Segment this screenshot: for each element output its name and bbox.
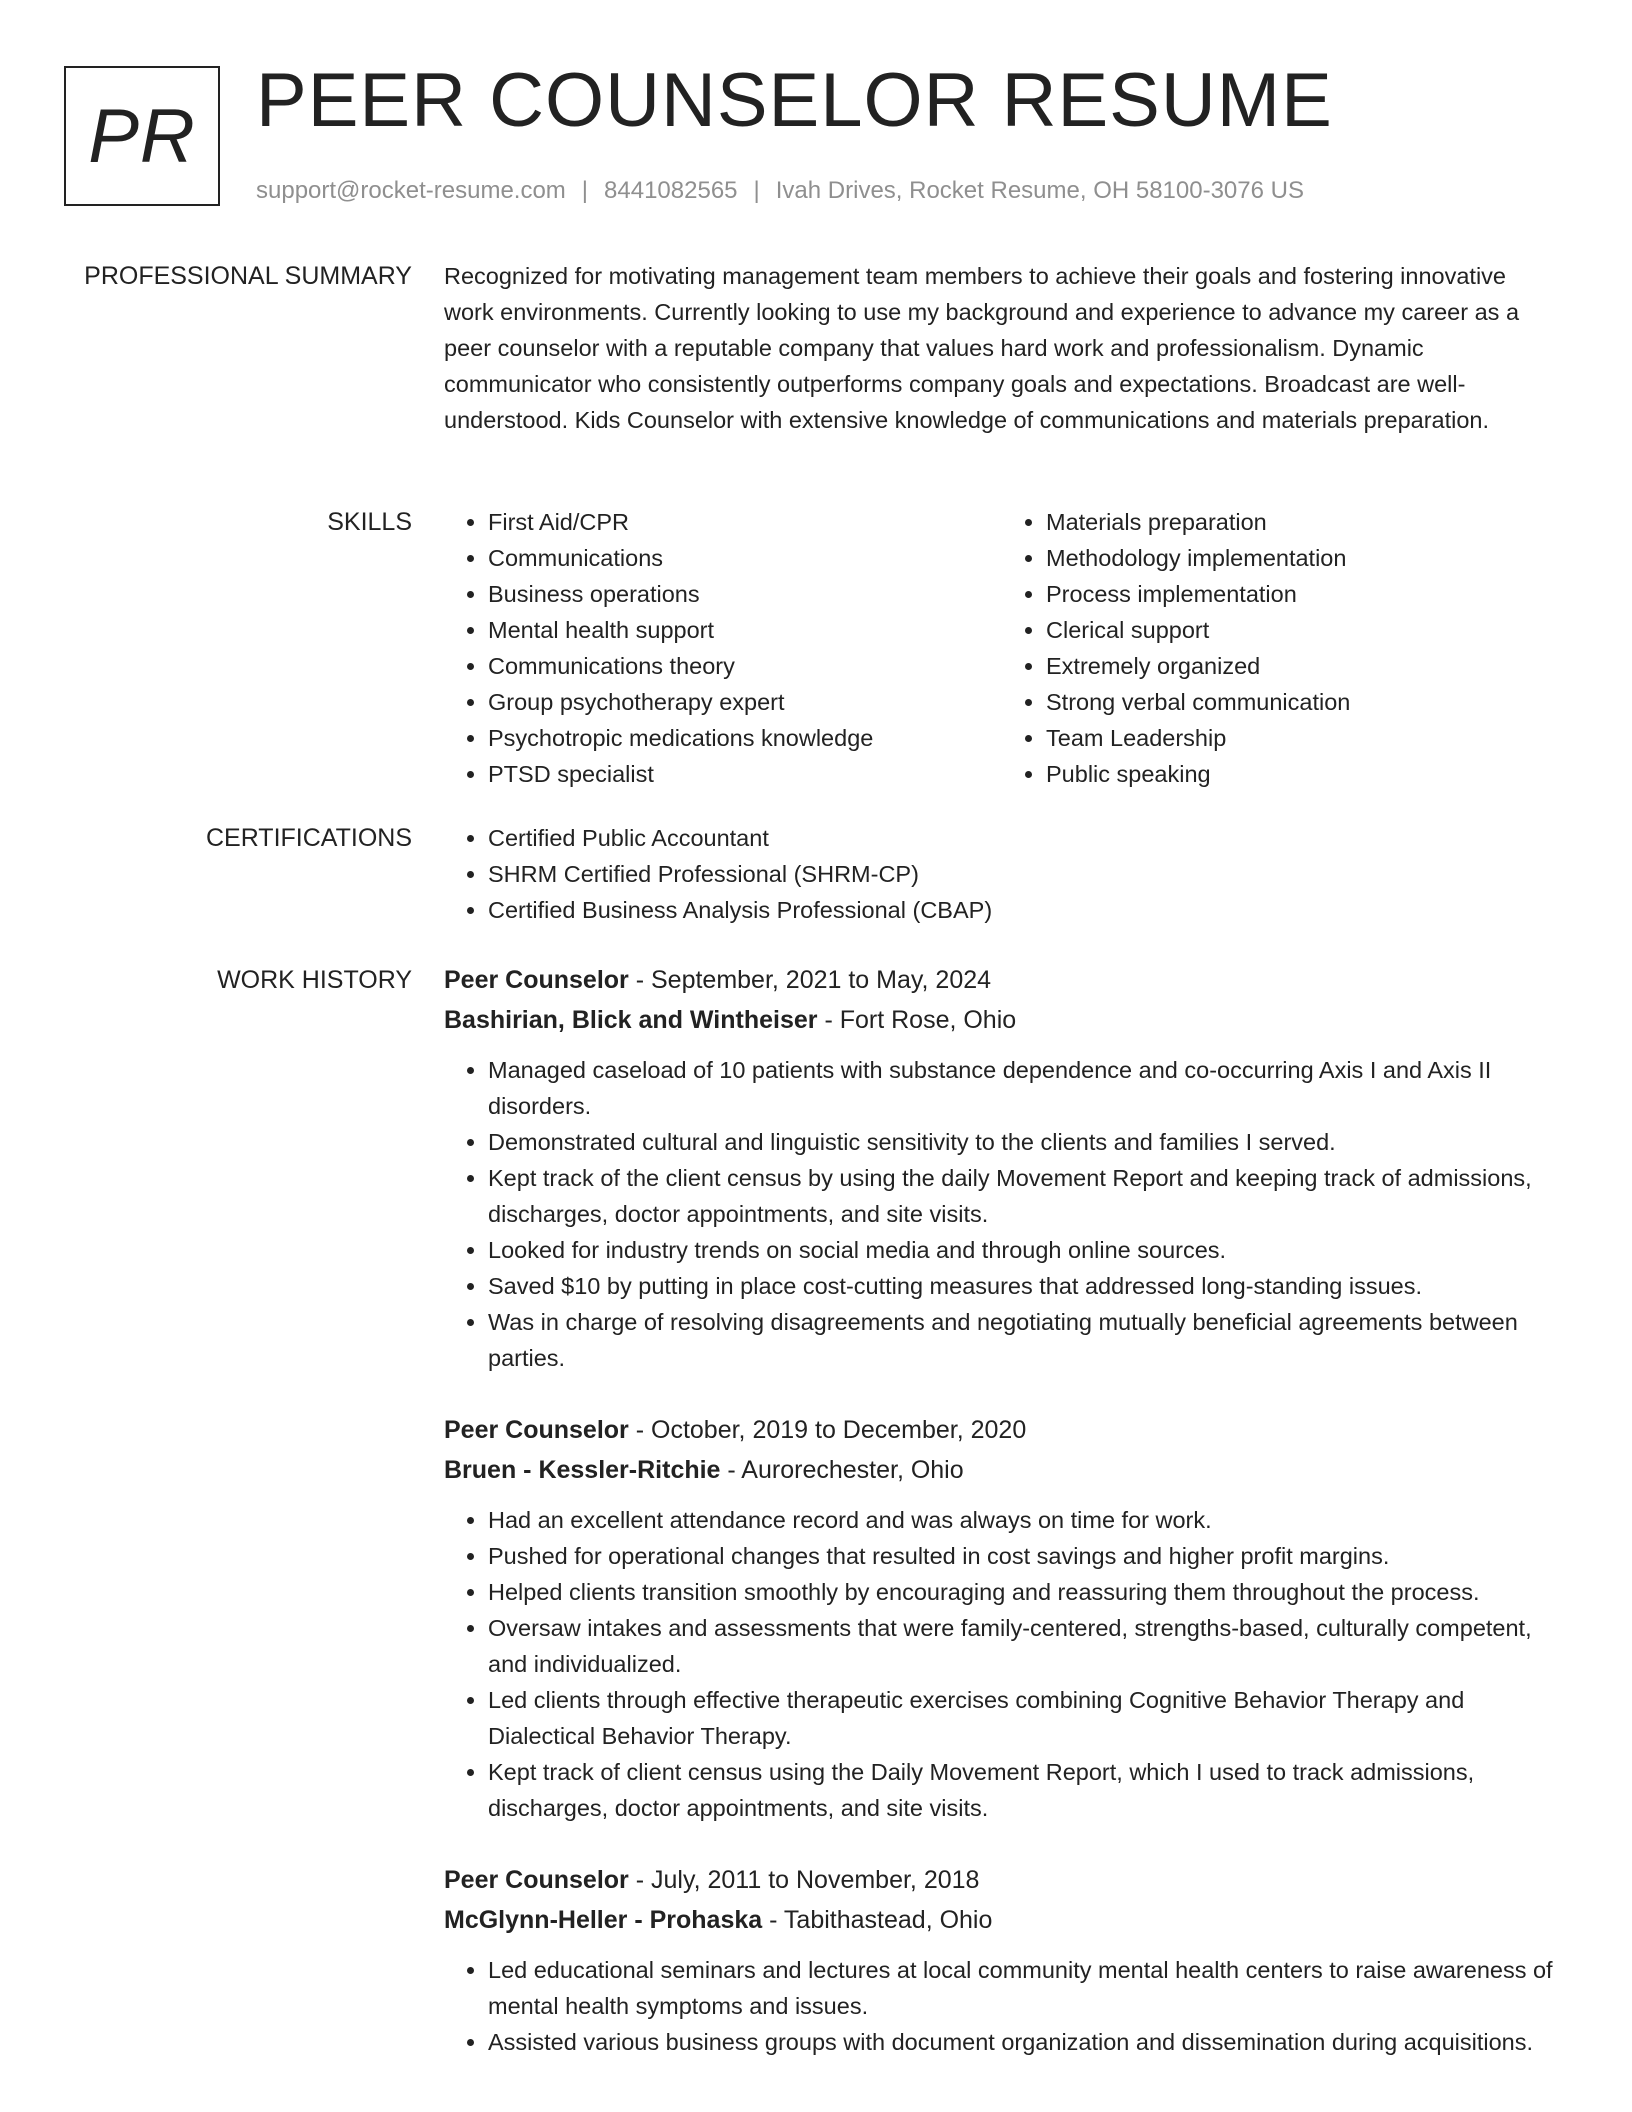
section-heading-work-history: WORK HISTORY [217, 966, 412, 994]
page-title: PEER COUNSELOR RESUME [256, 58, 1333, 143]
job-entry [444, 1860, 1560, 2060]
certifications-list [444, 820, 1560, 928]
certification-item: • SHRM Certified Professional (SHRM-CP) [488, 856, 1560, 892]
job-location: - Tabithastead, Ohio [762, 1906, 993, 1934]
skill-item: • PTSD specialist [488, 756, 1002, 792]
job-bullets [444, 1952, 1560, 2060]
skill-item: • First Aid/CPR [488, 504, 1002, 540]
contact-separator: | [581, 177, 589, 204]
job-title-line [444, 1410, 1560, 1450]
job-title: Peer Counselor [444, 966, 629, 994]
job-bullet: • Led educational seminars and lectures at local community mental health centers to raise awareness of mental health symptoms and issues. [488, 1952, 1560, 2024]
skill-item: • Communications theory [488, 648, 1002, 684]
skills-list-left [444, 504, 1002, 792]
job-bullet: • Saved $10 by putting in place cost-cutting measures that addressed long-standing issues. [488, 1268, 1560, 1304]
job-bullet: • Pushed for operational changes that resulted in cost savings and higher profit margins. [488, 1538, 1560, 1574]
job-entry [444, 1410, 1560, 1826]
skill-item: • Materials preparation [1046, 504, 1560, 540]
job-title-line [444, 1860, 1560, 1900]
skill-item: • Extremely organized [1046, 648, 1560, 684]
skill-item: • Psychotropic medications knowledge [488, 720, 1002, 756]
job-entry [444, 960, 1560, 1376]
section-heading-certifications: CERTIFICATIONS [205, 824, 412, 852]
job-bullet: • Kept track of the client census by using the daily Movement Report and keeping track of admissions, discharges, doctor appointments, and site visits. [488, 1160, 1560, 1232]
job-bullets [444, 1052, 1560, 1376]
section-heading-summary: PROFESSIONAL SUMMARY [84, 262, 412, 290]
job-company-line [444, 1900, 1560, 1940]
monogram-logo: PR [64, 66, 220, 206]
job-location: - Fort Rose, Ohio [817, 1006, 1017, 1034]
job-bullet: • Was in charge of resolving disagreements and negotiating mutually beneficial agreements between parties. [488, 1304, 1560, 1376]
job-company: McGlynn-Heller - Prohaska [444, 1906, 763, 1934]
job-bullets [444, 1502, 1560, 1826]
job-bullet: • Oversaw intakes and assessments that were family-centered, strengths-based, culturally competent, and individualized. [488, 1610, 1560, 1682]
job-title: Peer Counselor [444, 1416, 629, 1444]
contact-phone[interactable]: 8441082565 [604, 177, 738, 204]
skill-item: • Mental health support [488, 612, 1002, 648]
skill-item: • Group psychotherapy expert [488, 684, 1002, 720]
skills-list-right [1002, 504, 1560, 792]
contact-separator: | [753, 177, 760, 204]
certification-item: • Certified Business Analysis Professional (CBAP) [488, 892, 1560, 928]
job-company: Bashirian, Blick and Wintheiser [444, 1006, 818, 1034]
job-bullet: • Demonstrated cultural and linguistic sensitivity to the clients and families I served. [488, 1124, 1560, 1160]
skill-item: • Process implementation [1046, 576, 1560, 612]
skill-item: • Methodology implementation [1046, 540, 1560, 576]
skill-item: • Strong verbal communication [1046, 684, 1560, 720]
contact-address: Ivah Drives, Rocket Resume, OH 58100-3076 US [775, 177, 1304, 204]
job-dates: - September, 2021 to May, 2024 [628, 966, 992, 994]
skill-item: • Communications [488, 540, 1002, 576]
work-history-body [444, 960, 1560, 2094]
job-company: Bruen - Kessler-Ritchie [444, 1456, 721, 1484]
skill-item: • Team Leadership [1046, 720, 1560, 756]
section-heading-skills: SKILLS [327, 508, 412, 536]
job-bullet: • Managed caseload of 10 patients with substance dependence and co-occurring Axis I and Axis II disorders. [488, 1052, 1560, 1124]
job-company-line [444, 1450, 1560, 1490]
contact-email[interactable]: support@rocket-resume.com [256, 177, 566, 204]
skill-item: • Business operations [488, 576, 1002, 612]
summary-text: Recognized for motivating management team members to achieve their goals and fostering innovative work environments. Currently looking to use my background and experience to advance my career as a peer counselor with a reputable company that values hard work and professionalism. Dynamic communicator who consistently outperforms company goals and expectations. Broadcast are well-understood. Kids Counselor with extensive knowledge of communications and materials preparation. [444, 263, 1520, 433]
skills-body [444, 504, 1560, 792]
job-bullet: • Helped clients transition smoothly by encouraging and reassuring them throughout the process. [488, 1574, 1560, 1610]
job-dates: - October, 2019 to December, 2020 [628, 1416, 1027, 1444]
job-title-line [444, 960, 1560, 1000]
job-bullet: • Had an excellent attendance record and was always on time for work. [488, 1502, 1560, 1538]
skill-item: • Clerical support [1046, 612, 1560, 648]
skill-item: • Public speaking [1046, 756, 1560, 792]
job-location: - Aurorechester, Ohio [720, 1456, 964, 1484]
certifications-body [444, 820, 1560, 928]
job-title: Peer Counselor [444, 1866, 629, 1894]
certification-item: • Certified Public Accountant [488, 820, 1560, 856]
job-bullet: • Assisted various business groups with document organization and dissemination during acquisitions. [488, 2024, 1560, 2060]
job-bullet: • Led clients through effective therapeutic exercises combining Cognitive Behavior Therapy and Dialectical Behavior Therapy. [488, 1682, 1560, 1754]
job-bullet: • Kept track of client census using the Daily Movement Report, which I used to track admissions, discharges, doctor appointments, and site visits. [488, 1754, 1560, 1826]
summary-body [444, 258, 1560, 438]
job-company-line [444, 1000, 1560, 1040]
job-bullet: • Looked for industry trends on social media and through online sources. [488, 1232, 1560, 1268]
contact-line [256, 174, 1304, 208]
job-dates: - July, 2011 to November, 2018 [628, 1866, 980, 1894]
